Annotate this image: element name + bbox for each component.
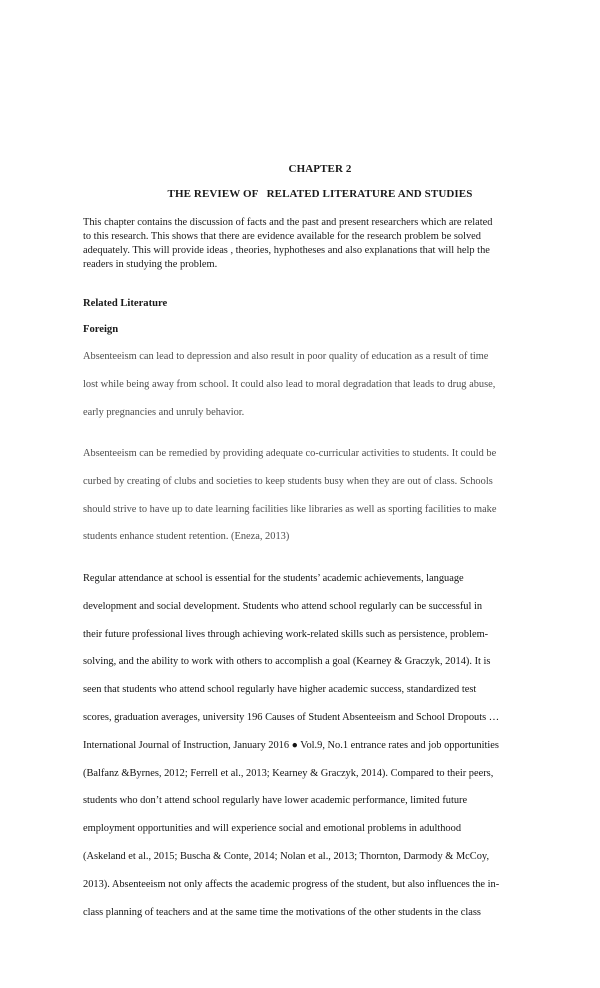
section-heading: Related Literature [83, 298, 168, 309]
paragraph-line: Regular attendance at school is essential for the students’ academic achievements, language [83, 573, 464, 584]
intro-line: This chapter contains the discussion of facts and the past and present researchers which are related [83, 217, 493, 228]
subsection-heading: Foreign [83, 324, 119, 335]
paragraph-line: (Askeland et al., 2015; Buscha & Conte, 2014; Nolan et al., 2013; Thornton, Darmody & McCoy, [83, 850, 490, 862]
paragraph-line: (Balfanz &Byrnes, 2012; Ferrell et al., 2013; Kearney & Graczyk, 2014). Compared to their peers, [83, 767, 494, 779]
paragraph-attendance [83, 565, 553, 926]
paragraph-line: students enhance student retention. (Eneza, 2013) [83, 531, 290, 543]
intro-line: adequately. This will provide ideas , theories, hyphotheses and also explanations that will help the [83, 245, 490, 256]
paragraph-line: curbed by creating of clubs and societies to keep students busy when they are out of class. Schools [83, 475, 493, 487]
paragraph-line: International Journal of Instruction, January 2016 ● Vol.9, No.1 entrance rates and job opportunities [83, 739, 499, 751]
paragraph-line: early pregnancies and unruly behavior. [83, 406, 245, 418]
intro-line: readers in studying the problem. [83, 259, 218, 270]
paragraph-line: Absenteeism can lead to depression and also result in poor quality of education as a result of time [83, 351, 489, 362]
paragraph-line: development and social development. Students who attend school regularly can be successful in [83, 600, 483, 612]
paragraph-line: Absenteeism can be remedied by providing adequate co-curricular activities to students. It could be [83, 448, 497, 459]
paragraph-line: students who don’t attend school regularly have lower academic performance, limited future [83, 795, 468, 807]
paragraph-line: scores, graduation averages, university 196 Causes of Student Absenteeism and School Dropouts … [83, 711, 500, 723]
intro-paragraph [83, 216, 553, 272]
paragraph-line: 2013). Absenteeism not only affects the academic progress of the student, but also influences the in- [83, 878, 500, 890]
chapter-title: THE REVIEW OF RELATED LITERATURE AND STUDIES [167, 188, 473, 200]
paragraph-line: employment opportunities and will experience social and emotional problems in adulthood [83, 823, 462, 835]
paragraph-line: seen that students who attend school regularly have higher academic success, standardized test [83, 684, 477, 696]
intro-line: to this research. This shows that there are evidence available for the research problem be solved [83, 231, 481, 242]
chapter-label: CHAPTER 2 [288, 163, 352, 175]
paragraph-line: class planning of teachers and at the same time the motivations of the other students in the class [83, 906, 481, 918]
paragraph-remedies [83, 440, 553, 551]
paragraph-line: lost while being away from school. It could also lead to moral degradation that leads to drug abuse, [83, 378, 496, 390]
paragraph-line: solving, and the ability to work with others to accomplish a goal (Kearney & Graczyk, 2014). It is [83, 656, 491, 668]
paragraph-line: their future professional lives through achieving work-related skills such as persistence, problem- [83, 628, 489, 640]
paragraph-depression [83, 343, 553, 426]
paragraph-line: should strive to have up to date learning facilities like libraries as well as sporting facilities to make [83, 503, 497, 515]
